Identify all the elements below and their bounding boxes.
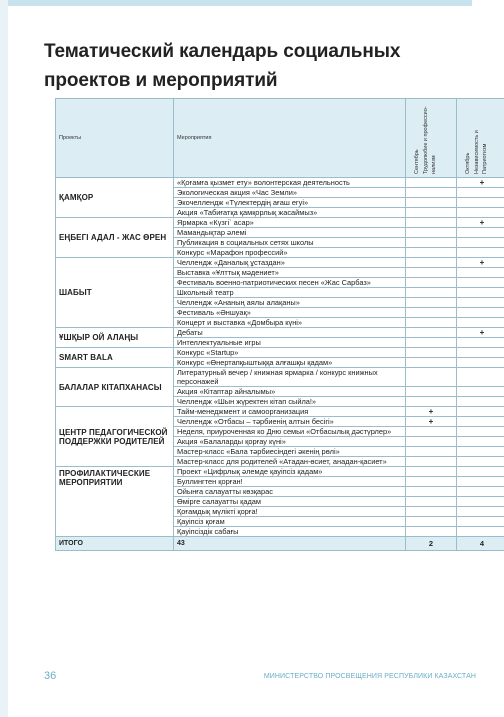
september-mark: [406, 348, 457, 358]
october-mark: [457, 447, 504, 457]
september-mark: [406, 178, 457, 188]
event-name: Экологическая акция «Час Земли»: [174, 188, 406, 198]
month2-name: Октябрь: [465, 152, 471, 174]
october-mark: [457, 467, 504, 477]
event-name: Ярмарка «Күзгі` асар»: [174, 218, 406, 228]
table-row: [56, 407, 504, 417]
project-name: БАЛАЛАР КІТАПХАНАСЫ: [56, 368, 174, 407]
september-mark: +: [406, 417, 457, 427]
october-mark: [457, 497, 504, 507]
top-accent-bar: [0, 0, 472, 6]
event-name: Дебаты: [174, 328, 406, 338]
september-mark: [406, 527, 457, 537]
september-mark: [406, 517, 457, 527]
event-name: Челлендж «Даналық ұстаздан»: [174, 258, 406, 268]
september-mark: [406, 288, 457, 298]
event-name: Неделя, приуроченная ко Дню семьи «Отбасылық дәстүрлер»: [174, 427, 406, 437]
page-number: 36: [44, 670, 57, 682]
october-mark: [457, 248, 504, 258]
event-name: Концерт и выставка «Домбыра күні»: [174, 318, 406, 328]
calendar-table: [55, 98, 504, 551]
month-column-header-october: [457, 99, 504, 178]
september-mark: [406, 228, 457, 238]
september-mark: +: [406, 407, 457, 417]
september-mark: [406, 208, 457, 218]
september-mark: [406, 218, 457, 228]
october-mark: +: [457, 328, 504, 338]
september-mark: [406, 457, 457, 467]
october-mark: [457, 198, 504, 208]
september-mark: [406, 198, 457, 208]
event-name: Проект «Цифрлық әлемде қауіпсіз қадам»: [174, 467, 406, 477]
table-row: [56, 467, 504, 477]
september-mark: [406, 467, 457, 477]
october-mark: [457, 348, 504, 358]
october-mark: [457, 288, 504, 298]
event-name: Литературный вечер / книжная ярмарка / конкурс книжных персонажей: [174, 368, 406, 387]
project-name: ПРОФИЛАКТИЧЕСКИЕ МЕРОПРИЯТИИ: [56, 467, 174, 537]
september-mark: [406, 328, 457, 338]
total-october: 4: [457, 537, 504, 551]
october-mark: [457, 358, 504, 368]
september-mark: [406, 278, 457, 288]
event-name: Интеллектуальные игры: [174, 338, 406, 348]
events-column-header: Мероприятия: [174, 99, 406, 178]
table-row: [56, 368, 504, 387]
event-name: Экочеллендж «Түлектердің ағаш егуі»: [174, 198, 406, 208]
event-name: Қауіпсіздік сабағы: [174, 527, 406, 537]
october-mark: [457, 208, 504, 218]
month2-theme-line2: Патриотизм: [482, 143, 488, 174]
event-name: Челлендж «Ананың аялы алақаны»: [174, 298, 406, 308]
event-name: Қауіпсіз қоғам: [174, 517, 406, 527]
september-mark: [406, 308, 457, 318]
september-mark: [406, 358, 457, 368]
october-mark: [457, 417, 504, 427]
october-mark: [457, 318, 504, 328]
september-mark: [406, 368, 457, 387]
event-name: Акция «Табиғатқа қамқорлық жасаймыз»: [174, 208, 406, 218]
october-mark: [457, 278, 504, 288]
october-mark: [457, 457, 504, 467]
month1-theme-line2: нализм: [431, 155, 437, 174]
calendar-table-container: [55, 98, 504, 662]
october-mark: +: [457, 258, 504, 268]
left-accent-bar: [0, 0, 8, 717]
october-mark: [457, 298, 504, 308]
october-mark: [457, 308, 504, 318]
event-name: Фестиваль «Әншуақ»: [174, 308, 406, 318]
october-mark: [457, 527, 504, 537]
table-row: [56, 218, 504, 228]
event-name: Ойынға салауатты көзқарас: [174, 487, 406, 497]
event-name: Акция «Балаларды қорғау күні»: [174, 437, 406, 447]
project-name: ҰШҚЫР ОЙ АЛАҢЫ: [56, 328, 174, 348]
september-mark: [406, 447, 457, 457]
month1-name: Сентябрь: [414, 149, 420, 174]
october-mark: [457, 368, 504, 387]
october-mark: +: [457, 178, 504, 188]
october-mark: [457, 427, 504, 437]
october-mark: [457, 397, 504, 407]
project-name: ЦЕНТР ПЕДАГОГИЧЕСКОЙ ПОДДЕРЖКИ РОДИТЕЛЕЙ: [56, 407, 174, 467]
total-row: [56, 537, 504, 551]
october-mark: [457, 507, 504, 517]
october-mark: [457, 487, 504, 497]
september-mark: [406, 298, 457, 308]
table-row: [56, 258, 504, 268]
table-row: [56, 328, 504, 338]
october-mark: [457, 517, 504, 527]
september-mark: [406, 338, 457, 348]
table-row: [56, 178, 504, 188]
event-name: Школьный театр: [174, 288, 406, 298]
month2-theme-line1: Независимость и: [474, 130, 480, 174]
event-name: Мастер-класс для родителей «Атадан-өсиет, анадан-қасиет»: [174, 457, 406, 467]
event-name: Конкурс «Марафон профессий»: [174, 248, 406, 258]
september-mark: [406, 477, 457, 487]
october-mark: [457, 338, 504, 348]
total-september: 2: [406, 537, 457, 551]
table-header-row: [56, 99, 504, 178]
month-column-header-september: [406, 99, 457, 178]
september-mark: [406, 497, 457, 507]
september-mark: [406, 248, 457, 258]
event-name: Выставка «Ұлттық мәдениет»: [174, 268, 406, 278]
september-mark: [406, 507, 457, 517]
event-name: Конкурс «Өнертапқыштыққа алғашқы қадам»: [174, 358, 406, 368]
page-title: Тематический календарь социальных проектов и мероприятий: [44, 41, 401, 91]
event-name: Челлендж «Шын жүректен кітап сыйла!»: [174, 397, 406, 407]
september-mark: [406, 268, 457, 278]
october-mark: [457, 228, 504, 238]
september-mark: [406, 387, 457, 397]
event-name: Мастер-класс «Бала тәрбиесіндегі әкенің рөлі»: [174, 447, 406, 457]
table-body: [56, 178, 504, 551]
september-mark: [406, 427, 457, 437]
september-mark: [406, 318, 457, 328]
project-name: ШАБЫТ: [56, 258, 174, 328]
projects-column-header: Проекты: [56, 99, 174, 178]
october-mark: [457, 407, 504, 417]
event-name: Конкурс «Startup»: [174, 348, 406, 358]
event-name: Қоғамдық мүлікті қорға!: [174, 507, 406, 517]
event-name: Челлендж «Отбасы – тәрбиенің алтын бесігі»: [174, 417, 406, 427]
event-name: Буллингтен қорған!: [174, 477, 406, 487]
october-mark: [457, 238, 504, 248]
project-name: ЕҢБЕГІ АДАЛ - ЖАС ӨРЕН: [56, 218, 174, 258]
total-events-count: 43: [174, 537, 406, 551]
event-name: «Қоғамға қызмет ету» волонтерская деятельность: [174, 178, 406, 188]
october-mark: +: [457, 218, 504, 228]
event-name: Публикация в социальных сетях школы: [174, 238, 406, 248]
september-mark: [406, 437, 457, 447]
september-mark: [406, 258, 457, 268]
october-mark: [457, 387, 504, 397]
project-name: SMART BALA: [56, 348, 174, 368]
event-name: Тайм-менеджмент и самоорганизация: [174, 407, 406, 417]
event-name: Өмірге салауатты қадам: [174, 497, 406, 507]
october-mark: [457, 477, 504, 487]
table-row: [56, 348, 504, 358]
september-mark: [406, 188, 457, 198]
october-mark: [457, 437, 504, 447]
september-mark: [406, 487, 457, 497]
september-mark: [406, 397, 457, 407]
event-name: Мамандықтар әлемі: [174, 228, 406, 238]
total-label: ИТОГО: [56, 537, 174, 551]
event-name: Акция «Кітаптар айналымы»: [174, 387, 406, 397]
event-name: Фестиваль военно-патриотических песен «Жас Сарбаз»: [174, 278, 406, 288]
month1-theme-line1: Трудолюбие и профессио-: [423, 106, 429, 174]
october-mark: [457, 268, 504, 278]
october-mark: [457, 188, 504, 198]
september-mark: [406, 238, 457, 248]
project-name: ҚАМҚОР: [56, 178, 174, 218]
footer-ministry: МИНИСТЕРСТВО ПРОСВЕЩЕНИЯ РЕСПУБЛИКИ КАЗАХСТАН: [263, 673, 476, 680]
